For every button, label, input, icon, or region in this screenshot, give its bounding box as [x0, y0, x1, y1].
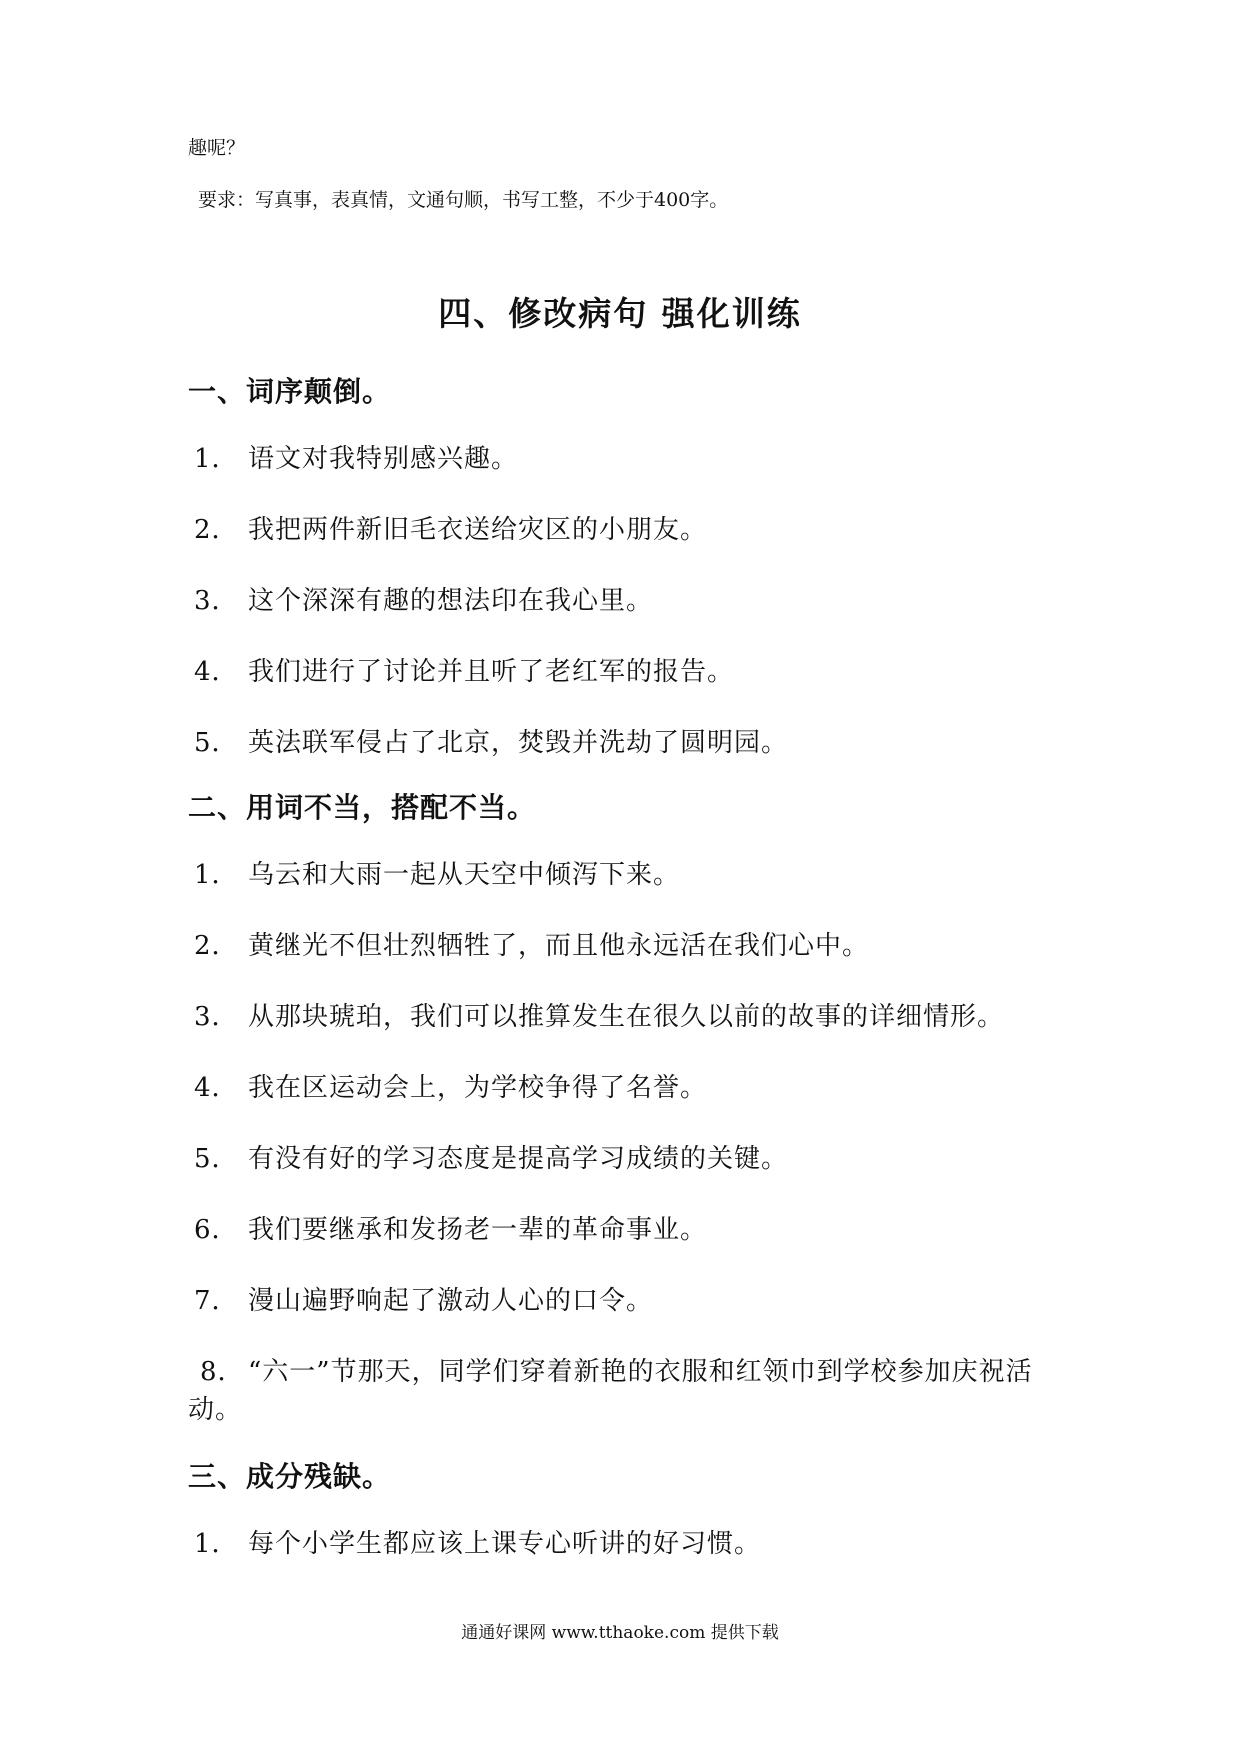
item-number: 1．	[194, 860, 239, 890]
list-item	[194, 1525, 761, 1563]
item-text: 有没有好的学习态度是提高学习成绩的关键。	[248, 1144, 789, 1174]
item-text: 每个小学生都应该上课专心听讲的好习惯。	[248, 1529, 762, 1559]
item-text: 英法联军侵占了北京，焚毁并洗劫了圆明园。	[248, 728, 789, 758]
item-text: 我们进行了讨论并且听了老红军的报告。	[248, 657, 735, 687]
item-text: 我把两件新旧毛衣送给灾区的小朋友。	[248, 515, 708, 545]
list-item	[194, 927, 869, 965]
item-text: 黄继光不但壮烈牺牲了，而且他永远活在我们心中。	[248, 931, 870, 961]
item-text: 从那块琥珀，我们可以推算发生在很久以前的故事的详细情形。	[248, 1002, 1005, 1032]
item-number: 5．	[194, 1144, 239, 1174]
item-text: 我在区运动会上，为学校争得了名誉。	[248, 1073, 708, 1103]
item-number: 3．	[194, 586, 239, 616]
item-text: 我们要继承和发扬老一辈的革命事业。	[248, 1215, 708, 1245]
continued-text: 趣呢？	[188, 137, 246, 159]
list-item	[194, 1140, 788, 1178]
item-text: 语文对我特别感兴趣。	[248, 444, 519, 474]
item-number: 8．	[200, 1357, 245, 1387]
item-number: 4．	[194, 1073, 239, 1103]
item-text: 乌云和大雨一起从天空中倾泻下来。	[248, 860, 681, 890]
section-heading: 二、用词不当，搭配不当。	[188, 791, 537, 824]
list-item	[194, 1282, 653, 1320]
section-heading: 三、成分残缺。	[188, 1460, 392, 1493]
item-number: 1．	[194, 444, 239, 474]
list-item	[194, 653, 734, 691]
list-item	[194, 511, 707, 549]
list-item	[194, 1069, 707, 1107]
list-item	[194, 724, 788, 762]
item-number: 1．	[194, 1529, 239, 1559]
item-text: “六一”节那天，同学们穿着新艳的衣服和红领巾到学校参加庆祝活动。	[188, 1357, 1033, 1425]
item-number: 2．	[194, 931, 239, 961]
item-number: 3．	[194, 1002, 239, 1032]
page-footer: 通通好课网 www.tthaoke.com 提供下载	[461, 1623, 779, 1643]
list-item	[194, 582, 653, 620]
list-item	[194, 440, 518, 478]
section-heading: 一、词序颠倒。	[188, 375, 392, 408]
list-item	[194, 998, 1004, 1036]
item-number: 5．	[194, 728, 239, 758]
item-number: 7．	[194, 1286, 239, 1316]
item-number: 2．	[194, 515, 239, 545]
list-item	[188, 1353, 1058, 1429]
item-number: 6．	[194, 1215, 239, 1245]
page-title: 四、修改病句 强化训练	[438, 294, 802, 333]
item-text: 漫山遍野响起了激动人心的口令。	[248, 1286, 654, 1316]
list-item	[194, 1211, 707, 1249]
item-number: 4．	[194, 657, 239, 687]
item-text: 这个深深有趣的想法印在我心里。	[248, 586, 654, 616]
requirement-text: 要求：写真事，表真情，文通句顺，书写工整，不少于400字。	[198, 189, 729, 211]
list-item	[194, 856, 680, 894]
